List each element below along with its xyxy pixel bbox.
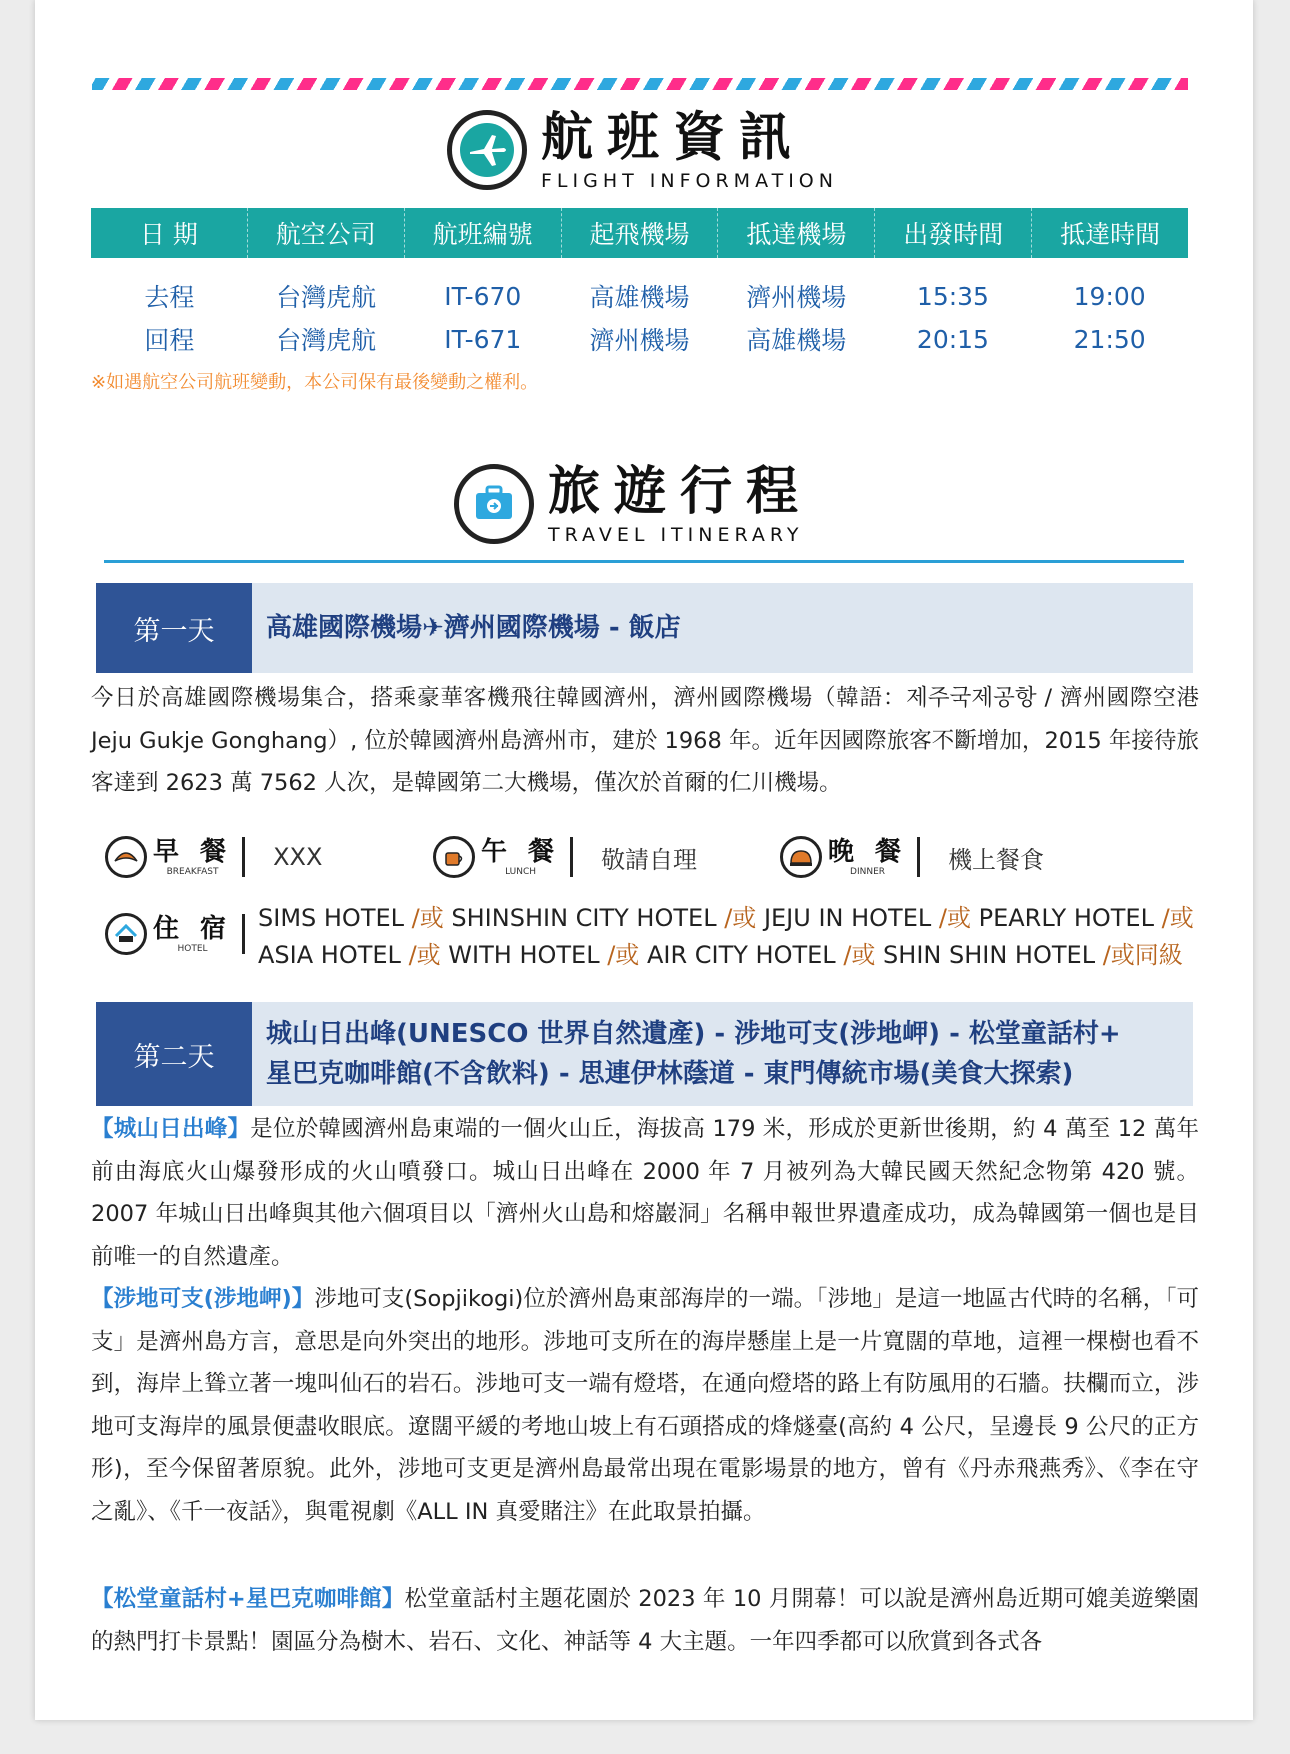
header-cell: 出發時間 <box>875 208 1032 258</box>
lunch-label: 午 餐 <box>481 837 561 867</box>
table-row <box>91 276 1188 316</box>
day-title-line1: 城山日出峰(UNESCO 世界自然遺產) - 涉地可支(涉地岬) - 松堂童話村+ <box>266 1019 1121 1049</box>
lunch-row <box>433 836 697 878</box>
flight-table-header <box>91 208 1188 258</box>
table-cell: 21:50 <box>1073 324 1146 354</box>
coffee-cup-icon <box>433 836 475 878</box>
hotel-name: SHINSHIN CITY HOTEL <box>451 904 717 932</box>
dinner-label: 晚 餐 <box>828 837 908 867</box>
table-cell: 19:00 <box>1073 281 1146 311</box>
paragraph-tag: 【涉地可支(涉地岬)】 <box>91 1286 315 1312</box>
table-cell: IT-671 <box>444 324 522 354</box>
flight-title: 航班資訊 <box>541 108 806 168</box>
cloche-icon <box>780 836 822 878</box>
lunch-en: LUNCH <box>505 867 536 877</box>
or-separator: /或 <box>408 941 441 969</box>
day2-paragraph-2 <box>91 1278 1199 1533</box>
divider <box>104 560 1184 563</box>
table-cell: 高雄機場 <box>589 283 690 312</box>
header-cell: 航空公司 <box>248 208 405 258</box>
flight-notice: ※如遇航空公司航班變動，本公司保有最後變動之權利。 <box>91 372 539 393</box>
day-title: 高雄國際機場✈濟州國際機場 - 飯店 <box>266 613 681 643</box>
hotel-row <box>105 913 245 955</box>
itinerary-title: 旅遊行程 <box>548 462 813 522</box>
paragraph-text: 涉地可支(Sopjikogi)位於濟州島東部海岸的一端。「涉地」是這一地區古代時的名稱，「可支」是濟州島方言，意思是向外突出的地形。涉地可支所在的海岸懸崖上是一片寬闊的草地，這裡一棵樹也看不到，海岸上聳立著一塊叫仙石的岩石。涉地可支一端有燈塔，在通向燈塔的路上有防風用的石牆。扶欄而立，涉地可支海岸的風景便盡收眼底。遼闊平緩的考地山坡上有石頭搭成的烽燧臺(高約 4 公尺，呈邊長 9 公尺的正方形)，至今保留著原貌。此外，涉地可支更是濟州島最常出現在電影場景的地方，曾有《丹赤飛燕秀》、《李在守之亂》、《千一夜話》，與電視劇《ALL IN 真愛賭注》在此取景拍攝。 <box>91 1286 1199 1525</box>
breakfast-row <box>105 836 322 878</box>
hotel-name: JEJU IN HOTEL <box>763 904 932 932</box>
table-cell: 去程 <box>144 283 195 312</box>
dinner-row <box>780 836 1044 878</box>
day1-bar <box>96 583 1193 673</box>
header-cell: 抵達機場 <box>718 208 875 258</box>
flight-heading <box>447 108 838 192</box>
itinerary-subtitle: TRAVEL ITINERARY <box>548 524 804 546</box>
day-label: 第二天 <box>96 1002 252 1106</box>
header-cell: 航班編號 <box>405 208 562 258</box>
table-cell: IT-670 <box>444 281 522 311</box>
paragraph-tag: 【松堂童話村+星巴克咖啡館】 <box>91 1586 405 1612</box>
breakfast-en: BREAKFAST <box>166 867 219 877</box>
dinner-value: 機上餐食 <box>948 845 1045 874</box>
or-separator: /或 <box>607 941 640 969</box>
airmail-stripe <box>92 78 1188 90</box>
hotel-name: WITH HOTEL <box>448 941 600 969</box>
day2-paragraph-3 <box>91 1578 1199 1664</box>
table-row <box>91 319 1188 359</box>
paragraph-text: 是位於韓國濟州島東端的一個火山丘，海拔高 179 米，形成於更新世後期，約 4 萬至 12 萬年前由海底火山爆發形成的火山噴發口。城山日出峰在 2000 年 7 月被列為大韓民國天然紀念物第 420 號。2007 年城山日出峰與其他六個項目以「濟州火山島和熔巖洞」名稱申報世界遺產成功，成為韓國第一個也是目前唯一的自然遺產。 <box>91 1116 1199 1270</box>
breakfast-value: XXX <box>273 843 323 871</box>
or-separator: /或 <box>1161 904 1194 932</box>
paragraph-text: 松堂童話村主題花園於 2023 年 10 月開幕！可以說是濟州島近期可媲美遊樂園的熱門打卡景點！園區分為樹木、岩石、文化、神話等 4 大主題。一年四季都可以欣賞到各式各 <box>91 1586 1199 1655</box>
or-separator: /或 <box>843 941 876 969</box>
croissant-icon <box>105 836 147 878</box>
airplane-icon <box>447 110 527 190</box>
header-cell: 抵達時間 <box>1060 220 1161 249</box>
or-separator: /或 <box>724 904 757 932</box>
or-separator: /或 <box>411 904 444 932</box>
table-cell: 高雄機場 <box>746 326 847 355</box>
table-cell: 濟州機場 <box>589 326 690 355</box>
header-cell: 起飛機場 <box>562 208 719 258</box>
hotel-name: PEARLY HOTEL <box>978 904 1154 932</box>
day-title-line2: 星巴克咖啡館(不含飲料) - 思連伊林蔭道 - 東門傳統市場(美食大探索) <box>266 1059 1074 1089</box>
or-suffix: /或同級 <box>1102 941 1183 969</box>
itinerary-heading <box>454 462 812 546</box>
table-cell: 台灣虎航 <box>276 283 377 312</box>
breakfast-label: 早 餐 <box>153 837 233 867</box>
header-cell: 日 期 <box>91 208 248 258</box>
day-label: 第一天 <box>96 583 252 673</box>
suitcase-icon <box>454 464 534 544</box>
hotel-name: AIR CITY HOTEL <box>646 941 836 969</box>
table-cell: 濟州機場 <box>746 283 847 312</box>
hotel-name: SHIN SHIN HOTEL <box>883 941 1096 969</box>
paragraph-tag: 【城山日出峰】 <box>91 1116 251 1142</box>
dinner-en: DINNER <box>850 867 886 877</box>
or-separator: /或 <box>938 904 971 932</box>
table-cell: 台灣虎航 <box>276 326 377 355</box>
day1-description: 今日於高雄國際機場集合，搭乘豪華客機飛往韓國濟州，濟州國際機場（韓語：제주국제공항 / 濟州國際空港 Jeju Gukje Gonghang）, 位於韓國濟州島濟州市，建於 1968 年。近年因國際旅客不斷增加，2015 年接待旅客達到 2623 萬 7562 人次，是韓國第二大機場，僅次於首爾的仁川機場。 <box>91 685 1199 796</box>
day2-bar <box>96 1002 1193 1106</box>
hotel-en: HOTEL <box>177 944 208 954</box>
bed-icon <box>105 913 147 955</box>
table-cell: 15:35 <box>916 281 989 311</box>
hotel-name: ASIA HOTEL <box>258 941 401 969</box>
hotel-list <box>258 900 1198 974</box>
table-cell: 20:15 <box>916 324 989 354</box>
day2-paragraph-1 <box>91 1108 1199 1278</box>
lunch-value: 敬請自理 <box>601 845 698 874</box>
hotel-label: 住 宿 <box>153 914 233 944</box>
hotel-name: SIMS HOTEL <box>258 904 405 932</box>
flight-subtitle: FLIGHT INFORMATION <box>541 170 838 192</box>
table-cell: 回程 <box>144 326 195 355</box>
